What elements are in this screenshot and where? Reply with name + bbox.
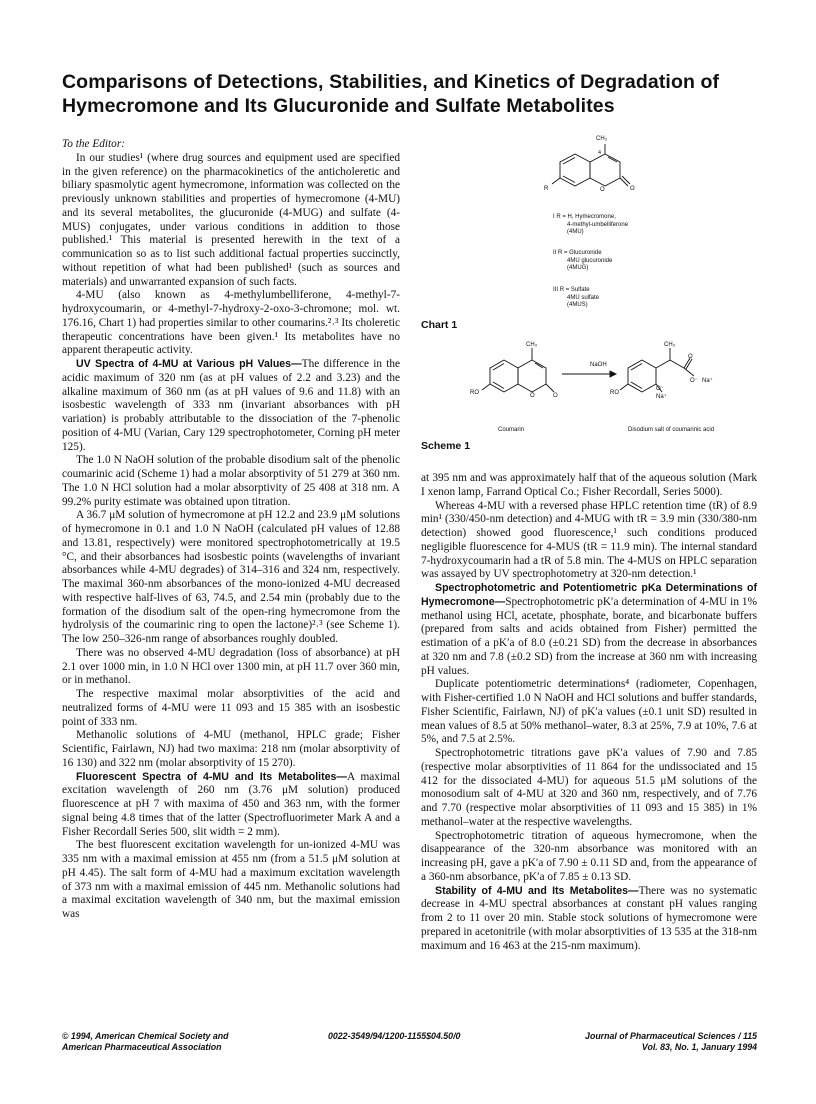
ro-right-label: RO (610, 390, 619, 396)
section-heading: Fluorescent Spectra of 4-MU and Its Metabolites— (76, 770, 348, 783)
footer-journal: Journal of Pharmaceutical Sciences / 115 Vol. 83, No. 1, January 1994 (585, 1031, 757, 1052)
ring-oxygen-left-label: O (530, 393, 535, 399)
paragraph: 4-MU (also known as 4-methylumbelliferone, 4-methyl-7-hydroxycoumarin, or 4-methyl-7-hydroxy-2-oxo-3-chromone; mol. wt. 176.16, Chart 1) had properties similar to other coumarins.²˒³ Its choleretic therapeutic concentrations have been given.¹ Its metabolites have no apparent therapeutic activity. (62, 289, 400, 357)
paragraph: Fluorescent Spectra of 4-MU and Its Metabolites—A maximal excitation wavelength of 260 nm (3.76 μM solution) produced fluorescence at pH 7 with maxima of 450 and 363 nm, with the former signal being 4.8 times that of the latter (Spectrofluorimeter Mark A and a Fisher Recordall Series 500, slit width = 2 mm). (62, 770, 401, 838)
ring-oxygen-label: O (600, 187, 605, 193)
section-heading: Stability of 4-MU and Its Metabolites— (435, 884, 639, 897)
paragraph: There was no observed 4-MU degradation (loss of absorbance) at pH 2.1 over 1000 min, in 1.0 N HCl over 1300 min, at pH 11.7 over 360 min, or in methanol. (62, 646, 400, 687)
na-label-1: Na⁺ (656, 394, 667, 400)
article-title: Comparisons of Detections, Stabilities, and Kinetics of Degradation of Hymecromone and Its Glucuronide and Sulfate Metabolites (62, 71, 720, 117)
carbonyl-oxygen-left-label: O (553, 393, 558, 399)
paragraph: UV Spectra of 4-MU at Various pH Values—The difference in the acidic maximum of 320 nm (as at pH values of 2.2 and 3.23) and the alkaline maximum of 360 nm (as at pH values of 9.6 and 11.8) with an isosbestic wavelength of 333 nm (invariant absorbances with pH variation) is probably attributable to the dissociation of the 7-phenolic position of 4-MU (Varian, Cary 129 spectrophotometer, Corning pH meter 125). (62, 358, 400, 453)
ch3-left-label: CH₃ (526, 342, 538, 348)
caption-coumarin: Coumarin (498, 427, 525, 433)
footer-copyright: © 1994, American Chemical Society and American Pharmaceutical Association (62, 1031, 229, 1052)
right-column (421, 472, 757, 953)
section-heading: UV Spectra of 4-MU at Various pH Values— (76, 358, 302, 370)
na-label-2: Na⁺ (702, 378, 713, 384)
scheme-1-label: Scheme 1 (421, 440, 471, 452)
paragraph: Duplicate potentiometric determinations⁴ (radiometer, Copenhagen, with Fisher-certified 1.0 N NaOH and HCl solutions and buffer standards, Fisher Scientific, Fairlawn, NJ) of pK′a values (±0.1 unit SD) resulted in mean values of 8.5 at 50% methanol–water, 8.3 at 25%, 7.9 at 10%, 7.6 at 5%, and 7.5 at 2.5%. (421, 678, 757, 746)
ch3-right-label: CH₃ (664, 342, 676, 348)
legend-item-i: I R = H, Hymecromone, 4-methyl-umbelliferone (4MU) (553, 214, 629, 235)
paragraph: The best fluorescent excitation wavelength for un-ionized 4-MU was 335 nm with a maximal emission at 455 nm (from a 51.5 μM solution at pH 4.45). The salt form of 4-MU had a maximum excitation wavelength of 373 nm with a maximal emission of 445 nm. Methanolic solutions had a maximal excitation wavelength of 340 nm, but the maximal emission was (62, 839, 400, 920)
paragraph: Spectrophotometric and Potentiometric pKa Determinations of Hymecromone—Spectrophotometric pK′a determination of 4-MU in 1% methanol using HCl, acetate, phosphate, borate, and bicarbonate buffers (prepared from salts and acids obtained from Fisher) permitted the estimation of a pK′a of 8.0 (±0.21 SD) from the decrease in absorbances at 320 nm and 7.8 (±0.2 SD) from the increase at 360 nm with increasing pH values. (421, 582, 757, 677)
paragraph: Spectrophotometric titration of aqueous hymecromone, when the disappearance of the 320-nm absorbance was monitored with an increasing pH, gave a pK′a of 7.90 ± 0.11 SD and, from the appearance of a 360-nm absorbance, pK′a of 7.85 ± 0.13 SD. (421, 829, 757, 883)
caption-coumarinic-acid: Disodium salt of coumarinic acid (628, 427, 715, 433)
chart-1-label: Chart 1 (421, 319, 458, 331)
paragraph: Methanolic solutions of 4-MU (methanol, HPLC grade; Fisher Scientific, Fairlawn, NJ) had two maxima: 218 nm (molar absorptivity of 16 130) and 322 nm (molar absorptivity of 15 270). (62, 729, 400, 769)
salutation: To the Editor: (62, 138, 125, 150)
carbonyl-oxygen-label: O (630, 186, 635, 192)
paragraph: In our studies¹ (where drug sources and equipment used are specified in the given reference) on the pharmacokinetics of the anticholeretic and biliary spasmolytic agent hymecromone, information was collected on the previously unknown stabilities and properties of hymecromone (4-MU) and its several metabolites, the glucuronide (4-MUG) and sulfate (4-MUS) conjugates, under various conditions in addition to those published.¹ This material is presented herewith in the text of a communication so as to list such additional factual properties succinctly, without repetition of what had been published¹ (such as sources and materials) and unwarranted expansion of such facts. (62, 151, 400, 288)
legend-item-iii: III R = Sulfate 4MU sulfate (4MUS) (553, 287, 600, 308)
carboxylate-label: O⁻ (690, 378, 698, 384)
paragraph: Whereas 4-MU with a reversed phase HPLC retention time (tR) of 8.9 min¹ (330/450-nm detection) and 4-MUG with tR = 3.9 min (330/380-nm detection) showed good fluorescence,¹ such conditions produced negligible fluorescence for 4-MUS (tR = 11.9 min). The internal standard 7-hydroxycoumarin had a tR of 5.8 min. The 4-MUS on HPLC separation was assayed by UV spectrophotometry at 320-nm detection.¹ (421, 499, 757, 581)
footer-doi: 0022-3549/94/1200-1155$04.50/0 (328, 1031, 461, 1041)
ch3-label: CH₃ (596, 136, 608, 142)
phenoxide-label: O⁻ (656, 386, 664, 392)
paragraph: The respective maximal molar absorptivities of the acid and neutralized forms of 4-MU were 11 093 and 15 385 with an isosbestic point of 333 nm. (62, 688, 400, 728)
paragraph: A 36.7 μM solution of hymecromone at pH 12.2 and 23.9 μM solutions of hymecromone in 0.1 and 1.0 N NaOH (calculated pH values of 12.88 and 13.81, respectively) were monitored spectrophotometrically at 19.5 °C, and their absorbances had isosbestic points (wavelengths of invariant absorbances while 4-MU degrades) of 314–316 and 324 nm, respectively. The maximal 360-nm absorbances of the mono-ionized 4-MU decreased with respective half-lives of 63, 74.5, and 2.54 min (probably due to the formation of the disodium salt of the open-ring hymecromone from the hydrolysis of the coumarinic ring to open the lactone)²˒³ (see Scheme 1). The low 250–326-nm range of absorbances roughly doubled. (62, 509, 400, 645)
left-column (62, 138, 400, 922)
reagent-label: NaOH (590, 362, 607, 368)
section-heading: Spectrophotometric and Potentiometric pKa Determinations of Hymecromone— (421, 582, 757, 608)
carbonyl-oxygen-right-label: O (688, 354, 693, 360)
paragraph: at 395 nm and was approximately half that of the aqueous solution (Mark I xenon lamp, Farrand Optical Co.; Fisher Recordall, Series 5000). (421, 472, 757, 498)
paragraph: Spectrophotometric titrations gave pK′a values of 7.90 and 7.85 (respective molar absorptivities of 11 864 for the undissociated and 15 412 for the dissociated 4-MU) for aqueous 51.5 μM solutions of the monosodium salt of 4-MU at 320 and 360 nm, respectively, and of 7.76 and 7.70 (respective molar absorptivities of 11 093 and 15 385) in 1% methanol–water at the respective wavelengths. (421, 747, 757, 828)
r-label: R (544, 186, 549, 192)
paragraph: The 1.0 N NaOH solution of the probable disodium salt of the phenolic coumarinic acid (Scheme 1) had a molar absorptivity of 51 279 at 360 nm. The 1.0 N HCl solution had a molar absorptivity of 25 408 at 318 nm. A 99.2% purity estimate was obtained upon titration. (62, 454, 400, 508)
ro-left-label: RO (470, 390, 479, 396)
paragraph: Stability of 4-MU and Its Metabolites—There was no systematic decrease in 4-MU spectral absorbances at constant pH values ranging from 2 to 11 over 20 min. Stable stock solutions of hymecromone were prepared in acetonitrile (with molar absorptivities of 13 535 at the 318-nm maximum and 16 463 at the 215-nm maximum). (421, 884, 757, 952)
position-4-label: 4 (598, 150, 601, 156)
legend-item-ii: II R = Glucuronide 4MU glucuronide (4MUG) (553, 250, 613, 271)
